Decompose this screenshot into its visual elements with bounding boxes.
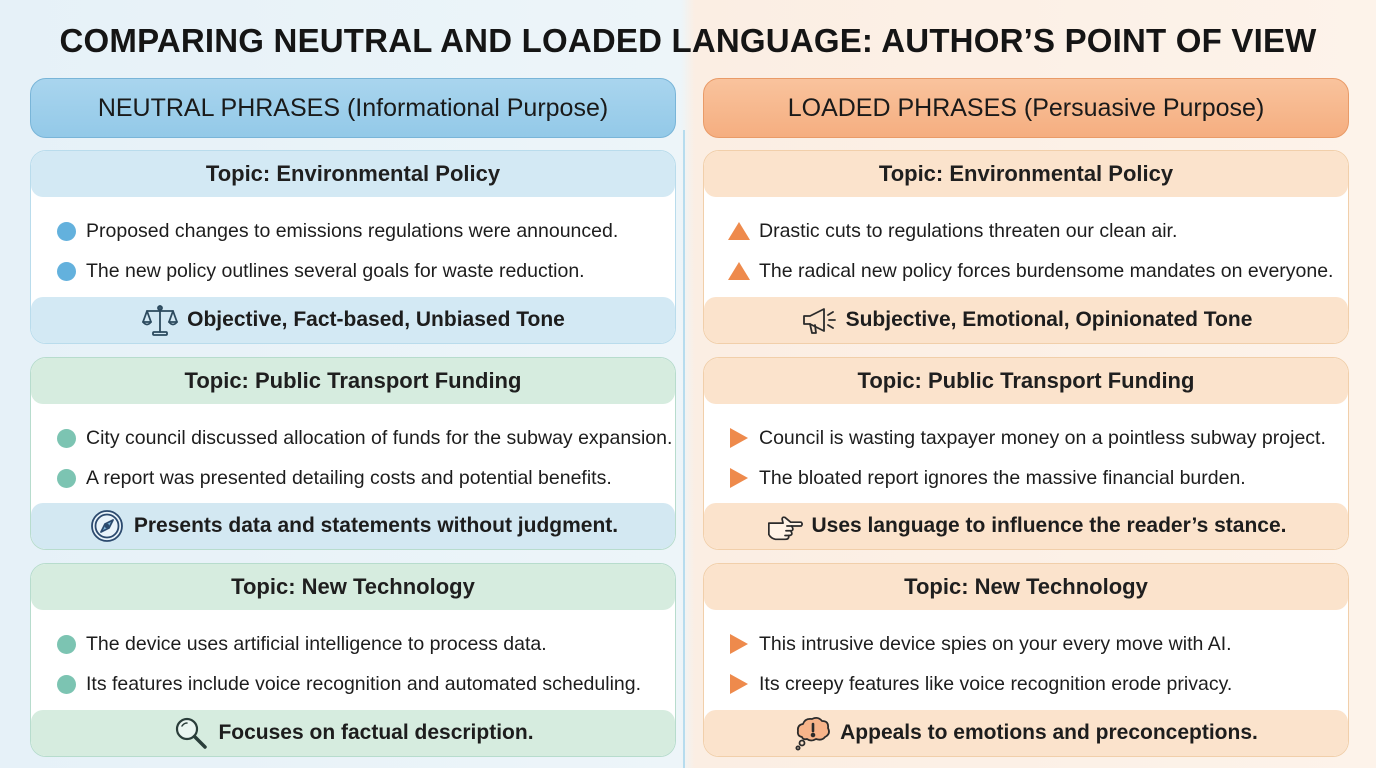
bullet-text: The new policy outlines several goals for waste reduction. xyxy=(86,259,585,282)
neutral-card-public-transport xyxy=(30,357,676,550)
scales-icon xyxy=(141,302,179,338)
bullet-text: A report was presented detailing costs and potential benefits. xyxy=(86,466,612,489)
circle-bullet-icon xyxy=(55,673,77,695)
tone-summary-text: Appeals to emotions and preconceptions. xyxy=(840,721,1258,744)
list-item xyxy=(728,251,1348,291)
bullet-text: The bloated report ignores the massive financial burden. xyxy=(759,466,1246,489)
center-divider xyxy=(683,130,685,768)
neutral-header: NEUTRAL PHRASES (Informational Purpose) xyxy=(30,78,676,138)
list-item xyxy=(55,664,675,704)
tone-summary-text: Presents data and statements without judgment. xyxy=(133,514,619,537)
loaded-card-new-technology xyxy=(703,563,1349,757)
bullet-text: The radical new policy forces burdensome mandates on everyone. xyxy=(759,259,1334,282)
card-topic: Topic: Public Transport Funding xyxy=(704,358,1348,404)
list-item xyxy=(55,418,675,458)
card-tone-summary xyxy=(31,710,675,756)
list-item xyxy=(728,418,1348,458)
arrow-bullet-icon xyxy=(728,673,750,695)
bullet-text: Its features include voice recognition and automated scheduling. xyxy=(86,672,642,695)
card-topic: Topic: Environmental Policy xyxy=(704,151,1348,197)
bullet-list xyxy=(704,197,1348,297)
circle-bullet-icon xyxy=(55,260,77,282)
warning-triangle-icon xyxy=(728,220,750,242)
list-item xyxy=(728,458,1348,498)
neutral-card-environmental-policy xyxy=(30,150,676,344)
card-tone-summary xyxy=(704,297,1348,343)
card-topic: Topic: Environmental Policy xyxy=(31,151,675,197)
bullet-text: Drastic cuts to regulations threaten our clean air. xyxy=(759,219,1178,242)
list-item xyxy=(55,251,675,291)
card-topic: Topic: New Technology xyxy=(31,564,675,610)
tone-summary-text: Focuses on factual description. xyxy=(218,721,534,744)
magnifier-icon xyxy=(172,715,210,751)
circle-bullet-icon xyxy=(55,427,77,449)
list-item xyxy=(55,624,675,664)
list-item xyxy=(728,664,1348,704)
circle-bullet-icon xyxy=(55,220,77,242)
list-item xyxy=(728,624,1348,664)
bullet-text: The device uses artificial intelligence to process data. xyxy=(86,632,547,655)
bullet-text: Its creepy features like voice recognition erode privacy. xyxy=(759,672,1233,695)
loaded-column xyxy=(703,78,1349,757)
page-title: COMPARING NEUTRAL AND LOADED LANGUAGE: AUTHOR’S POINT OF VIEW xyxy=(59,22,1317,59)
list-item xyxy=(55,458,675,498)
arrow-bullet-icon xyxy=(728,467,750,489)
tone-summary-text: Subjective, Emotional, Opinionated Tone xyxy=(845,308,1253,331)
card-topic: Topic: New Technology xyxy=(704,564,1348,610)
pointing-hand-icon xyxy=(766,508,804,544)
arrow-bullet-icon xyxy=(728,633,750,655)
bullet-list xyxy=(31,404,675,503)
list-item xyxy=(728,211,1348,251)
tone-summary-text: Uses language to influence the reader’s stance. xyxy=(811,514,1287,537)
list-item xyxy=(55,211,675,251)
bullet-list xyxy=(704,610,1348,710)
tone-summary-text: Objective, Fact-based, Unbiased Tone xyxy=(187,308,565,331)
bullet-list xyxy=(704,404,1348,503)
neutral-card-new-technology xyxy=(30,563,676,757)
neutral-column xyxy=(30,78,676,757)
arrow-bullet-icon xyxy=(728,427,750,449)
card-tone-summary xyxy=(704,710,1348,756)
bullet-text: This intrusive device spies on your every move with AI. xyxy=(759,632,1232,655)
bullet-text: City council discussed allocation of funds for the subway expansion. xyxy=(86,426,673,449)
bullet-text: Proposed changes to emissions regulations were announced. xyxy=(86,219,619,242)
megaphone-icon xyxy=(800,302,838,338)
bullet-text: Council is wasting taxpayer money on a pointless subway project. xyxy=(759,426,1326,449)
loaded-card-environmental-policy xyxy=(703,150,1349,344)
compass-icon xyxy=(88,508,126,544)
thought-bubble-alert-icon xyxy=(794,715,832,751)
bullet-list xyxy=(31,197,675,297)
warning-triangle-icon xyxy=(728,260,750,282)
circle-bullet-icon xyxy=(55,467,77,489)
loaded-header: LOADED PHRASES (Persuasive Purpose) xyxy=(703,78,1349,138)
loaded-card-public-transport xyxy=(703,357,1349,550)
card-tone-summary xyxy=(704,503,1348,549)
circle-bullet-icon xyxy=(55,633,77,655)
bullet-list xyxy=(31,610,675,710)
card-tone-summary xyxy=(31,503,675,549)
card-tone-summary xyxy=(31,297,675,343)
card-topic: Topic: Public Transport Funding xyxy=(31,358,675,404)
